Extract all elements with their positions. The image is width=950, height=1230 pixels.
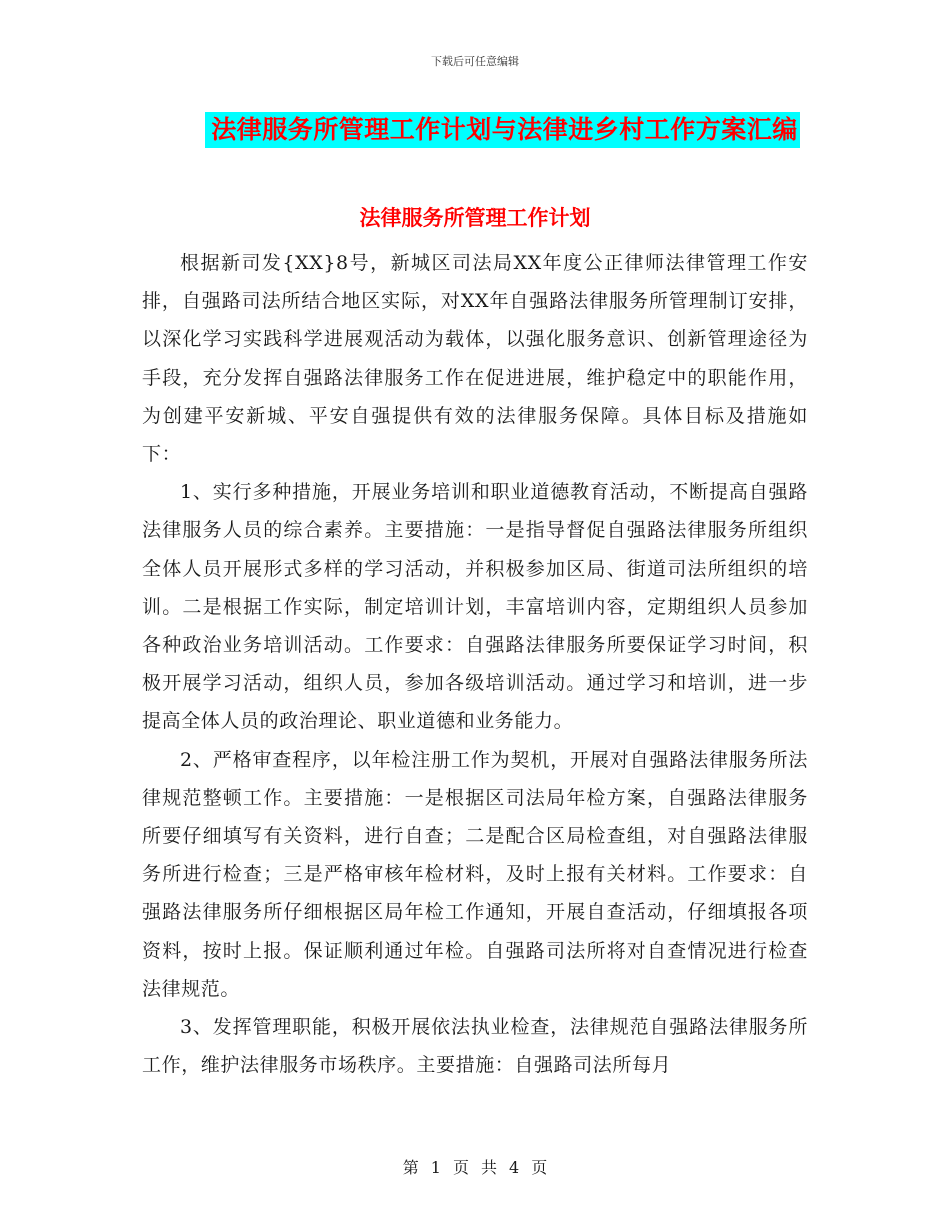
paragraph-item-1: 1、实行多种措施，开展业务培训和职业道德教育活动，不断提高自强路法律服务人员的综合素养。主要措施：一是指导督促自强路法律服务所组织全体人员开展形式多样的学习活动，并积极参加区局、街道司法所组织的培训。二是根据工作实际，制定培训计划，丰富培训内容，定期组织人员参加各种政治业务培训活动。工作要求：自强路法律服务所要保证学习时间，积极开展学习活动，组织人员，参加各级培训活动。通过学习和培训，进一步提高全体人员的政治理论、职业道德和业务能力。 bbox=[142, 481, 808, 733]
footer-page-prefix: 第 bbox=[402, 1158, 419, 1177]
document-title-container bbox=[0, 112, 950, 148]
footer-page-mid: 页 bbox=[452, 1158, 469, 1177]
page-footer bbox=[0, 1155, 950, 1178]
footer-total-pages: 4 bbox=[509, 1158, 520, 1177]
footer-total-suffix: 页 bbox=[531, 1158, 548, 1177]
header-note: 下载后可任意编辑 bbox=[431, 55, 519, 68]
paragraph-item-3: 3、发挥管理职能，积极开展依法执业检查，法律规范自强路法律服务所工作，维护法律服务市场秩序。主要措施：自强路司法所每月 bbox=[142, 1016, 808, 1077]
paragraph-intro: 根据新司发{XX}8号，新城区司法局XX年度公正律师法律管理工作安排，自强路司法所结合地区实际，对XX年自强路法律服务所管理制订安排，以深化学习实践科学进展观活动为载体，以强化服务意识、创新管理途径为手段，充分发挥自强路法律服务工作在促进进展，维护稳定中的职能作用，为创建平安新城、平安自强提供有效的法律服务保障。具体目标及措施如下： bbox=[142, 252, 808, 466]
footer-total-prefix: 共 bbox=[481, 1158, 498, 1177]
section-title: 法律服务所管理工作计划 bbox=[359, 205, 591, 230]
body-text bbox=[142, 244, 808, 1084]
footer-page-number: 1 bbox=[430, 1158, 441, 1177]
document-title: 法律服务所管理工作计划与法律进乡村工作方案汇编 bbox=[205, 112, 800, 148]
paragraph-item-2: 2、严格审查程序，以年检注册工作为契机，开展对自强路法律服务所法律规范整顿工作。主要措施：一是根据区司法局年检方案，自强路法律服务所要仔细填写有关资料，进行自查；二是配合区局检查组，对自强路法律服务所进行检查；三是严格审核年检材料，及时上报有关材料。工作要求：自强路法律服务所仔细根据区局年检工作通知，开展自查活动，仔细填报各项资料，按时上报。保证顺利通过年检。自强路司法所将对自查情况进行检查法律规范。 bbox=[142, 748, 808, 1000]
